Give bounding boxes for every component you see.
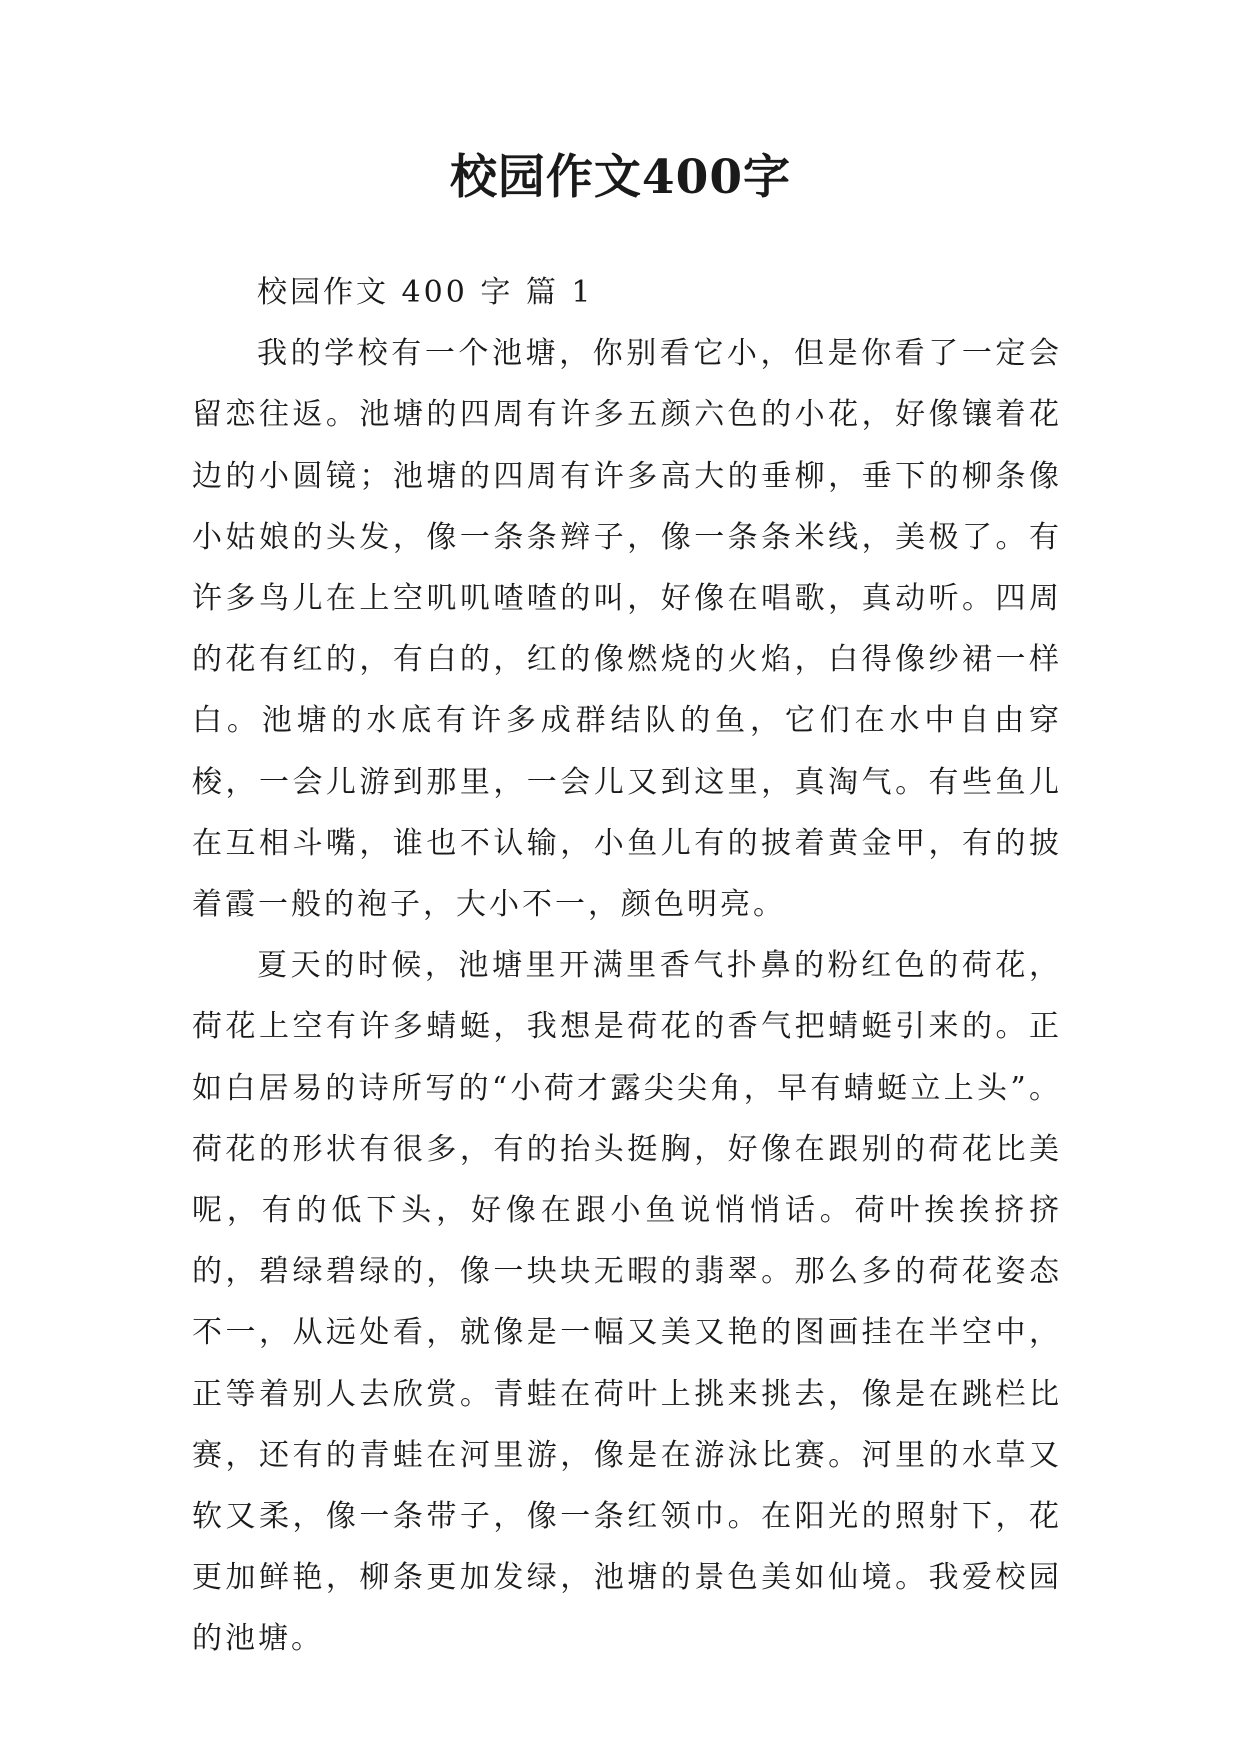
paragraph-1: 我的学校有一个池塘，你别看它小，但是你看了一定会留恋往返。池塘的四周有许多五颜六色的小花，好像镶着花边的小圆镜；池塘的四周有许多高大的垂柳，垂下的柳条像小姑娘的头发，像一条条辫子，像一条条米线，美极了。有许多鸟儿在上空叽叽喳喳的叫，好像在唱歌，真动听。四周的花有红的，有白的，红的像燃烧的火焰，白得像纱裙一样白。池塘的水底有许多成群结队的鱼，它们在水中自由穿梭，一会儿游到那里，一会儿又到这里，真淘气。有些鱼儿在互相斗嘴，谁也不认输，小鱼儿有的披着黄金甲，有的披着霞一般的袍子，大小不一，颜色明亮。: [192, 336, 1062, 923]
document-body: [192, 262, 1062, 1670]
paragraph-2: 夏天的时候，池塘里开满里香气扑鼻的粉红色的荷花，荷花上空有许多蜻蜓，我想是荷花的香气把蜻蜓引来的。正如白居易的诗所写的“小荷才露尖尖角，早有蜻蜓立上头”。荷花的形状有很多，有的抬头挺胸，好像在跟别的荷花比美呢，有的低下头，好像在跟小鱼说悄悄话。荷叶挨挨挤挤的，碧绿碧绿的，像一块块无暇的翡翠。那么多的荷花姿态不一，从远处看，就像是一幅又美又艳的图画挂在半空中，正等着别人去欣赏。青蛙在荷叶上挑来挑去，像是在跳栏比赛，还有的青蛙在河里游，像是在游泳比赛。河里的水草又软又柔，像一条带子，像一条红领巾。在阳光的照射下，花更加鲜艳，柳条更加发绿，池塘的景色美如仙境。我爱校园的池塘。: [192, 948, 1062, 1657]
document-title: 校园作文400字: [449, 150, 792, 205]
section-heading: 校园作文 400 字 篇 1: [257, 275, 594, 310]
